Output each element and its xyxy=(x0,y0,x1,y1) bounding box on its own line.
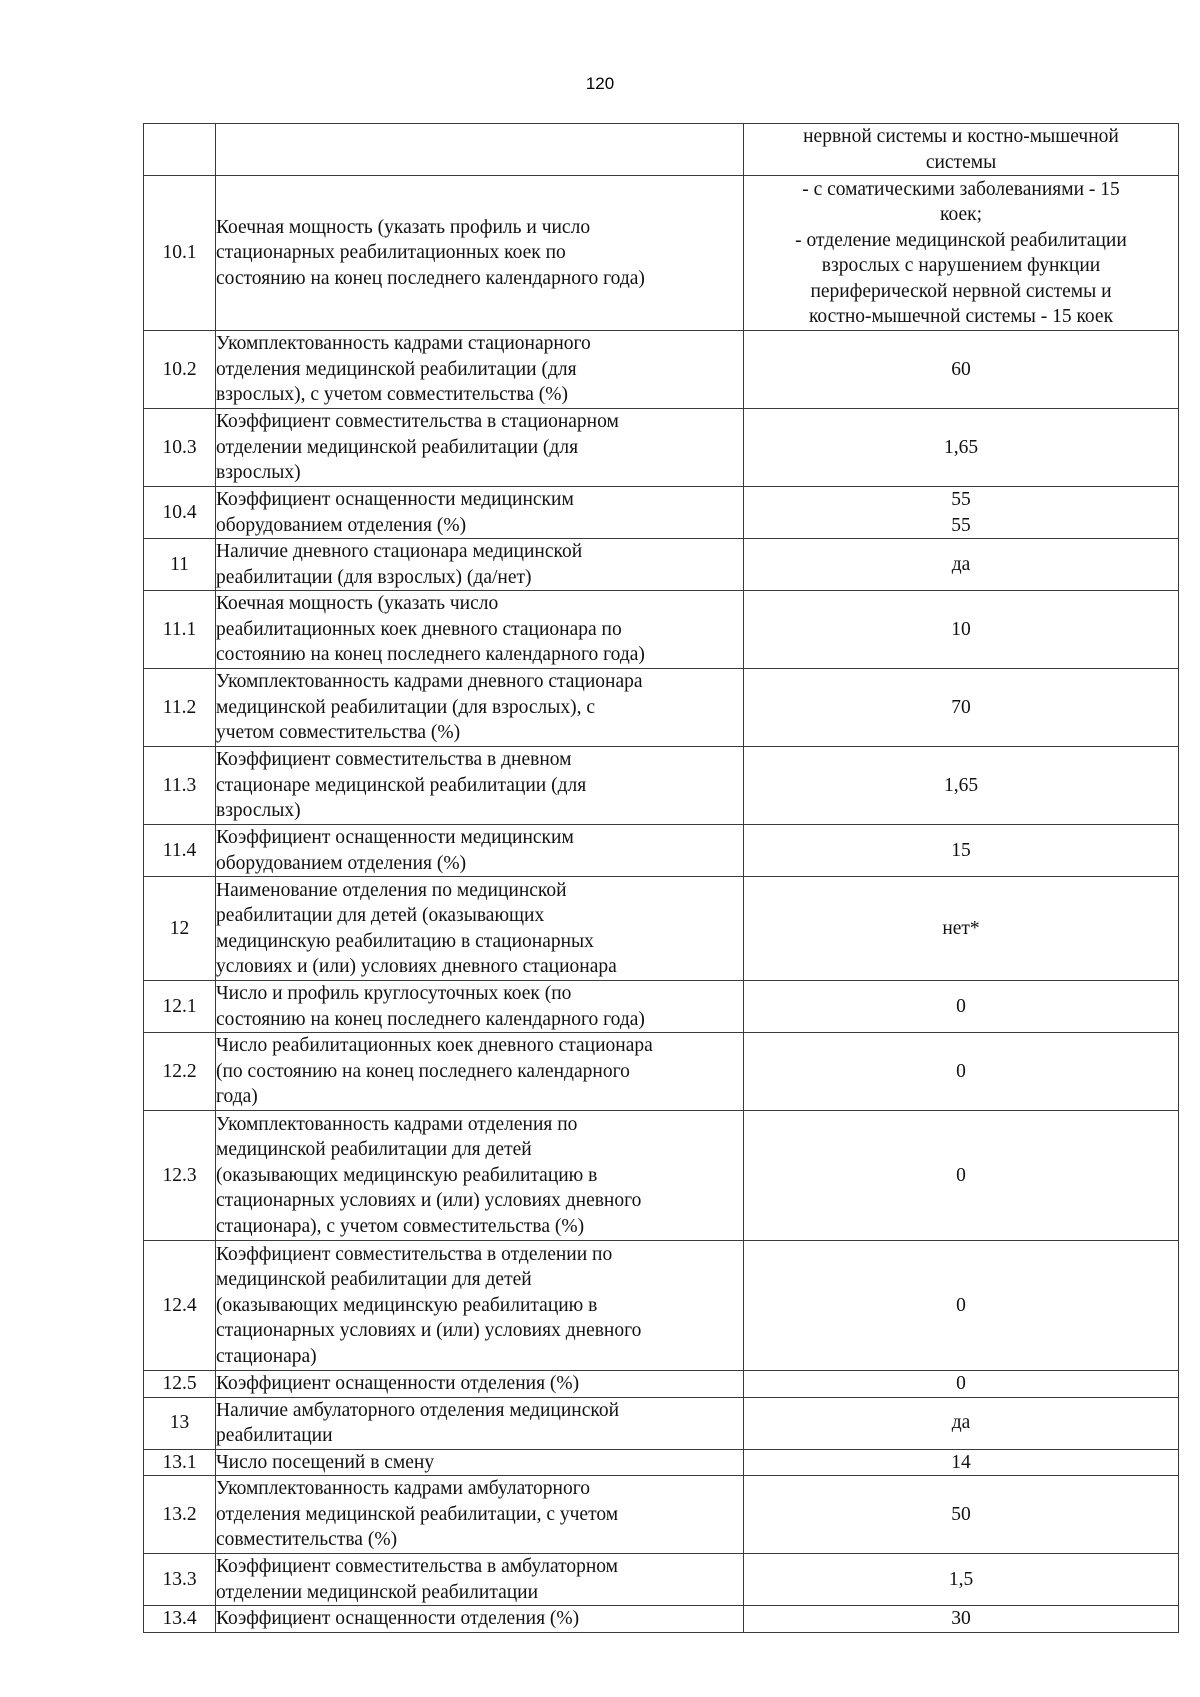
row-description-cell xyxy=(216,487,744,539)
table-row xyxy=(144,669,1179,747)
description-line: медицинскую реабилитацию в стационарных xyxy=(216,930,594,952)
row-value-cell xyxy=(744,1033,1179,1111)
row-description-cell xyxy=(216,1476,744,1554)
description-line: реабилитационных коек дневного стационара по xyxy=(216,618,622,640)
page-number: 120 xyxy=(585,74,615,93)
row-description-cell xyxy=(216,409,744,487)
description-line: стационаре медицинской реабилитации (для xyxy=(216,774,587,796)
table-row xyxy=(144,539,1179,591)
row-description-cell xyxy=(216,1397,744,1449)
description-line: (оказывающих медицинскую реабилитацию в xyxy=(216,1294,598,1316)
table-row xyxy=(144,1554,1179,1606)
row-number-cell: 12.3 xyxy=(144,1111,216,1241)
row-value-cell xyxy=(744,669,1179,747)
row-value-cell xyxy=(744,1241,1179,1371)
table-row xyxy=(144,176,1179,331)
row-description-cell xyxy=(216,747,744,825)
row-description-cell xyxy=(216,124,744,176)
description-line: Наличие дневного стационара медицинской xyxy=(216,541,583,562)
row-number-cell: 10.3 xyxy=(144,409,216,487)
data-table xyxy=(143,123,1179,1633)
row-description-cell xyxy=(216,591,744,669)
row-value-cell xyxy=(744,591,1179,669)
row-number-cell xyxy=(144,124,216,176)
row-value-cell xyxy=(744,331,1179,409)
description-line: медицинской реабилитации (для взрослых), с xyxy=(216,696,596,718)
value-line: 0 xyxy=(956,1294,966,1316)
row-value-cell xyxy=(744,1111,1179,1241)
row-value-cell xyxy=(744,1476,1179,1554)
description-line: Наличие амбулаторного отделения медицинской xyxy=(216,1399,620,1421)
description-line: реабилитации (для взрослых) (да/нет) xyxy=(216,566,532,588)
row-description-cell xyxy=(216,539,744,591)
row-description-cell xyxy=(216,1371,744,1398)
row-value-cell xyxy=(744,176,1179,331)
description-line: Коэффициент совместительства в амбулаторном xyxy=(216,1556,619,1577)
description-line: стационарных условиях и (или) условиях дневного xyxy=(216,1190,642,1212)
table-row xyxy=(144,1241,1179,1371)
row-value-cell xyxy=(744,981,1179,1033)
table-body xyxy=(144,124,1179,1633)
value-line: 15 xyxy=(951,839,971,861)
value-line: взрослых с нарушением функции xyxy=(821,255,1101,276)
row-value-cell xyxy=(744,487,1179,539)
description-line: Число реабилитационных коек дневного стационара xyxy=(216,1035,653,1057)
value-line: нет* xyxy=(942,917,980,939)
row-description-cell xyxy=(216,1554,744,1606)
table-row xyxy=(144,1476,1179,1554)
row-value-cell xyxy=(744,409,1179,487)
row-number-cell: 10.2 xyxy=(144,331,216,409)
value-line: костно-мышечной системы - 15 коек xyxy=(808,306,1114,327)
row-value-cell xyxy=(744,539,1179,591)
row-description-cell xyxy=(216,981,744,1033)
value-line: да xyxy=(951,553,971,575)
description-line: реабилитации xyxy=(216,1425,333,1446)
row-number-cell: 11.2 xyxy=(144,669,216,747)
description-line: Коэффициент совместительства в отделении по xyxy=(216,1243,613,1265)
description-line: отделении медицинской реабилитации (для xyxy=(216,436,579,458)
value-line: 55 xyxy=(951,514,971,536)
description-line: Наименование отделения по медицинской xyxy=(216,879,567,901)
row-number-cell: 12.5 xyxy=(144,1371,216,1398)
description-line: стационарных реабилитационных коек по xyxy=(216,242,566,264)
row-value-cell xyxy=(744,1397,1179,1449)
value-line: 50 xyxy=(951,1503,971,1525)
table-row xyxy=(144,591,1179,669)
value-line: 60 xyxy=(951,358,971,380)
description-line: учетом совместительства (%) xyxy=(216,722,461,744)
row-description-cell xyxy=(216,176,744,331)
table-row xyxy=(144,1397,1179,1449)
row-value-cell xyxy=(744,1449,1179,1476)
description-line: Коэффициент оснащенности отделения (%) xyxy=(216,1373,580,1394)
table-row xyxy=(144,825,1179,877)
row-number-cell: 10.1 xyxy=(144,176,216,331)
table-row xyxy=(144,1371,1179,1398)
table-row xyxy=(144,877,1179,981)
value-line: 0 xyxy=(956,1373,966,1394)
value-line: - отделение медицинской реабилитации xyxy=(795,229,1127,251)
description-line: Коечная мощность (указать профиль и число xyxy=(216,216,591,238)
description-line: реабилитации для детей (оказывающих xyxy=(216,905,545,926)
description-line: взрослых) xyxy=(216,462,301,484)
row-description-cell xyxy=(216,1033,744,1111)
description-line: Коэффициент оснащенности отделения (%) xyxy=(216,1608,580,1629)
value-line: 0 xyxy=(956,1060,966,1082)
value-line: 30 xyxy=(951,1608,971,1629)
description-line: Укомплектованность кадрами отделения по xyxy=(216,1113,578,1135)
row-value-cell xyxy=(744,124,1179,176)
table-row xyxy=(144,487,1179,539)
description-line: медицинской реабилитации для детей xyxy=(216,1269,532,1291)
row-number-cell: 13.2 xyxy=(144,1476,216,1554)
row-description-cell xyxy=(216,331,744,409)
value-line: 0 xyxy=(956,1164,966,1186)
table-row xyxy=(144,1606,1179,1633)
description-line: Коэффициент совместительства в стационарном xyxy=(216,411,619,433)
row-number-cell: 11 xyxy=(144,539,216,591)
row-number-cell: 13.1 xyxy=(144,1449,216,1476)
table-row xyxy=(144,124,1179,176)
value-line: коек; xyxy=(939,204,983,225)
row-number-cell: 11.4 xyxy=(144,825,216,877)
table-row xyxy=(144,409,1179,487)
description-line: Укомплектованность кадрами стационарного xyxy=(216,333,591,355)
row-number-cell: 10.4 xyxy=(144,487,216,539)
value-line: системы xyxy=(925,151,997,173)
description-line: состоянию на конец последнего календарного года) xyxy=(216,1008,645,1030)
table-row xyxy=(144,1033,1179,1111)
row-number-cell: 12.2 xyxy=(144,1033,216,1111)
description-line: оборудованием отделения (%) xyxy=(216,514,467,536)
row-description-cell xyxy=(216,1111,744,1241)
table-row xyxy=(144,747,1179,825)
value-line: нервной системы и костно-мышечной xyxy=(803,126,1119,147)
description-line: состоянию на конец последнего календарного года) xyxy=(216,267,645,289)
table-row xyxy=(144,1111,1179,1241)
description-line: отделения медицинской реабилитации, с учетом xyxy=(216,1503,619,1525)
description-line: условиях и (или) условиях дневного стационара xyxy=(216,956,617,977)
value-line: 1,65 xyxy=(943,774,979,796)
description-line: Коэффициент оснащенности медицинским xyxy=(216,827,574,848)
row-number-cell: 11.1 xyxy=(144,591,216,669)
description-line: Число посещений в смену xyxy=(216,1451,435,1473)
row-number-cell: 13.3 xyxy=(144,1554,216,1606)
row-description-cell xyxy=(216,1241,744,1371)
description-line: года) xyxy=(216,1086,258,1108)
row-value-cell xyxy=(744,1606,1179,1633)
table-row xyxy=(144,1449,1179,1476)
description-line: стационара), с учетом совместительства (%) xyxy=(216,1215,585,1237)
row-description-cell xyxy=(216,669,744,747)
row-value-cell xyxy=(744,1554,1179,1606)
value-line: 14 xyxy=(951,1451,971,1473)
description-line: Число и профиль круглосуточных коек (по xyxy=(216,983,572,1004)
description-line: стационара) xyxy=(216,1345,317,1367)
table-row xyxy=(144,331,1179,409)
row-number-cell: 12.4 xyxy=(144,1241,216,1371)
row-description-cell xyxy=(216,825,744,877)
value-line: 10 xyxy=(951,618,971,640)
value-line: периферической нервной системы и xyxy=(810,280,1112,302)
row-number-cell: 11.3 xyxy=(144,747,216,825)
table-row xyxy=(144,981,1179,1033)
row-value-cell xyxy=(744,747,1179,825)
row-value-cell xyxy=(744,1371,1179,1398)
description-line: Коечная мощность (указать число xyxy=(216,593,499,615)
value-line: 70 xyxy=(951,696,971,718)
description-line: медицинской реабилитации для детей xyxy=(216,1139,532,1161)
row-value-cell xyxy=(744,877,1179,981)
value-line: - с соматическими заболеваниями - 15 xyxy=(802,178,1120,200)
description-line: оборудованием отделения (%) xyxy=(216,852,467,874)
row-description-cell xyxy=(216,1449,744,1476)
row-value-cell xyxy=(744,825,1179,877)
description-line: совместительства (%) xyxy=(216,1529,398,1551)
description-line: отделении медицинской реабилитации xyxy=(216,1581,539,1603)
row-number-cell: 12.1 xyxy=(144,981,216,1033)
value-line: 55 xyxy=(951,489,971,510)
value-line: 0 xyxy=(956,995,966,1017)
description-line: Коэффициент оснащенности медицинским xyxy=(216,489,574,510)
description-line: отделения медицинской реабилитации (для xyxy=(216,358,577,380)
description-line: Укомплектованность кадрами амбулаторного xyxy=(216,1478,590,1500)
row-description-cell xyxy=(216,877,744,981)
value-line: 1,5 xyxy=(948,1568,974,1590)
row-number-cell: 13 xyxy=(144,1397,216,1449)
description-line: взрослых) xyxy=(216,800,301,822)
description-line: стационарных условиях и (или) условиях дневного xyxy=(216,1320,642,1342)
row-number-cell: 13.4 xyxy=(144,1606,216,1633)
description-line: Коэффициент совместительства в дневном xyxy=(216,749,572,771)
row-description-cell xyxy=(216,1606,744,1633)
value-line: 1,65 xyxy=(943,436,979,458)
description-line: взрослых), с учетом совместительства (%) xyxy=(216,384,569,406)
value-line: да xyxy=(951,1412,971,1434)
row-number-cell: 12 xyxy=(144,877,216,981)
description-line: (по состоянию на конец последнего календарного xyxy=(216,1060,630,1082)
description-line: (оказывающих медицинскую реабилитацию в xyxy=(216,1164,598,1186)
description-line: Укомплектованность кадрами дневного стационара xyxy=(216,671,643,693)
description-line: состоянию на конец последнего календарного года) xyxy=(216,644,645,666)
